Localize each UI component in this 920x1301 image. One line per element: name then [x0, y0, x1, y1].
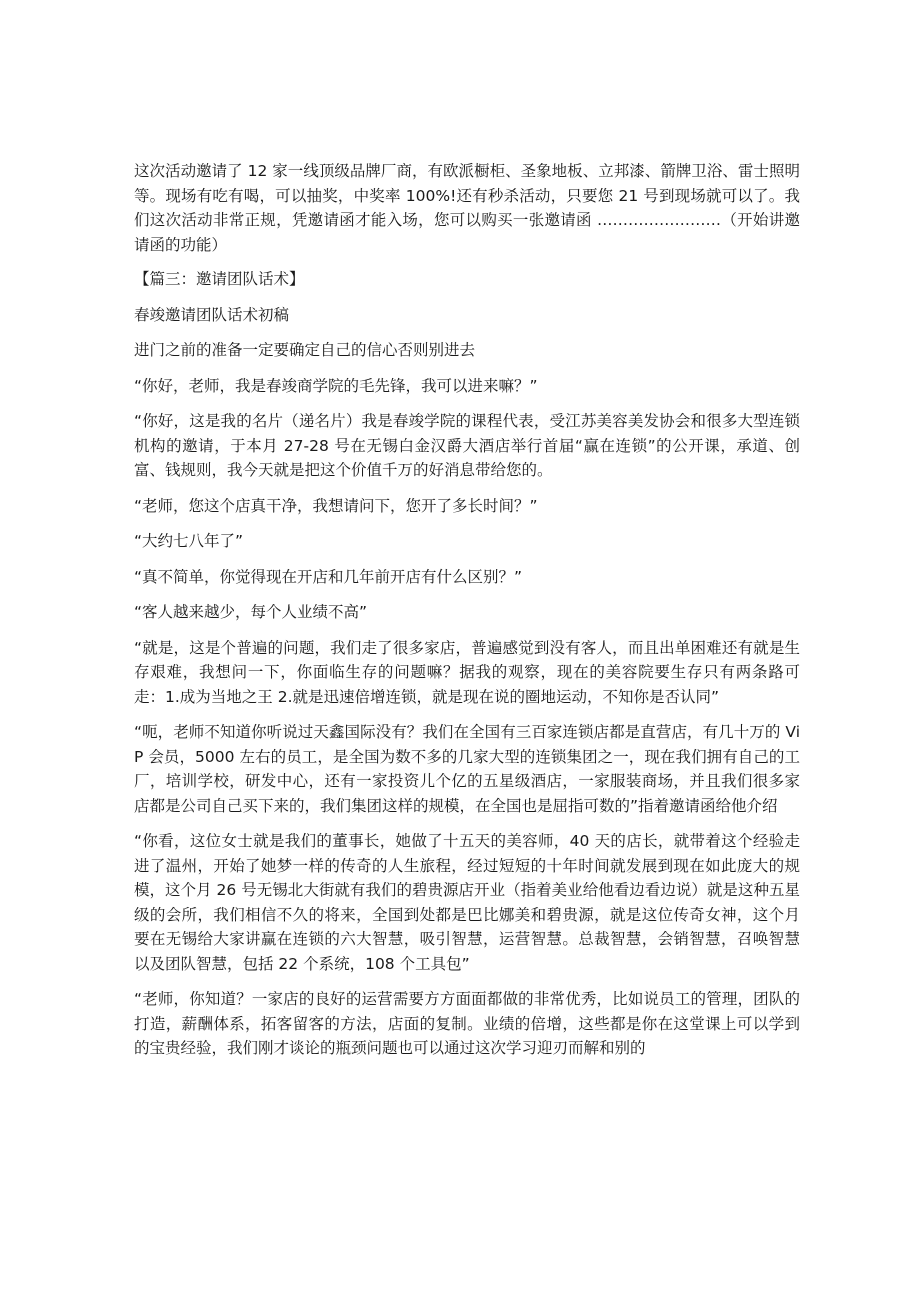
paragraph-preparation: 进门之前的准备一定要确定自己的信心否则别进去: [134, 341, 476, 359]
document-body: [134, 159, 800, 1072]
paragraph-operations: “老师，你知道？一家店的良好的运营需要方方面面都做的非常优秀，比如说员工的管理，团队的打造，薪酬体系，拓客留客的方法，店面的复制。业绩的倍增，这些都是你在这堂课上可以学到的宝贵经验，我们刚才谈论的瓶颈问题也可以通过这次学习迎刃而解和别的: [134, 990, 800, 1057]
section-heading: 【篇三：邀请团队话术】: [134, 270, 305, 288]
paragraph-chairwoman: “你看，这位女士就是我们的董事长，她做了十五天的美容师，40 天的店长，就带着这个经验走进了温州，开始了她梦一样的传奇的人生旅程，经过短短的十年时间就发展到现在如此庞大的规模，这个月 26 号无锡北大街就有我们的碧贵源店开业（指着美业给他看边看边说）就是这种五星级的会所，我们相信不久的将来，全国到处都是巴比娜美和碧贵源，就是这位传奇女神，这个月要在无锡给大家讲赢在连锁的六大智慧，吸引智慧，运营智慧。总裁智慧，会销智慧，召唤智慧以及团队智慧，包括 22 个系统，108 个工具包”: [134, 832, 800, 973]
paragraph-greeting: “你好，老师，我是春竣商学院的毛先锋，我可以进来嘛？”: [134, 376, 538, 395]
paragraph-survival: “就是，这是个普遍的问题，我们走了很多家店，普遍感觉到没有客人，而且出单困难还有就是生存艰难，我想问一下，你面临生存的问题嘛？据我的观察，现在的美容院要生存只有两条路可走：1.成为当地之王 2.就是迅速倍增连锁，就是现在说的圈地运动，不知你是否认同”: [134, 638, 800, 706]
paragraph-group-intro: “呃，老师不知道你听说过天鑫国际没有？我们在全国有三百家连锁店都是直营店，有几十万的 ViP 会员，5000 左右的员工，是全国为数不多的几家大型的连锁集团之一，现在我们拥有自己的工厂，培训学校，研发中心，还有一家投资儿个亿的五星级酒店，一家服装商场，并且我们很多家店都是公司自己买下来的，我们集团这样的规模，在全国也是屈指可数的”指着邀请函给他介绍: [134, 723, 800, 815]
paragraph-difference-question: “真不简单，你觉得现在开店和几年前开店有什么区别？”: [134, 567, 523, 586]
paragraph-reply-years: “大约七八年了”: [134, 532, 244, 550]
paragraph-draft-title: 春竣邀请团队话术初稿: [134, 305, 290, 324]
paragraph-introduction: “你好，这是我的名片（递名片）我是春竣学院的课程代表，受江苏美容美发协会和很多大型连锁机构的邀请，于本月 27-28 号在无锡白金汉爵大酒店举行首届“赢在连锁”的公开课，承道、创富、钱规则，我今天就是把这个价值千万的好消息带给您的。: [134, 412, 800, 479]
paragraph-reply-customers: “客人越来越少，每个人业绩不高”: [134, 603, 368, 621]
paragraph-store-question: “老师，您这个店真干净，我想请问下，您开了多长时间？”: [134, 496, 538, 515]
paragraph-invitation-event: 这次活动邀请了 12 家一线顶级品牌厂商，有欧派橱柜、圣象地板、立邦漆、箭牌卫浴、雷士照明等。现场有吃有喝，可以抽奖，中奖率 100%!还有秒杀活动，只要您 21 号到现场就可以了。我们这次活动非常正规，凭邀请函才能入场，您可以购买一张邀请函 ……………………（开始讲邀请函的功能）: [134, 162, 800, 254]
